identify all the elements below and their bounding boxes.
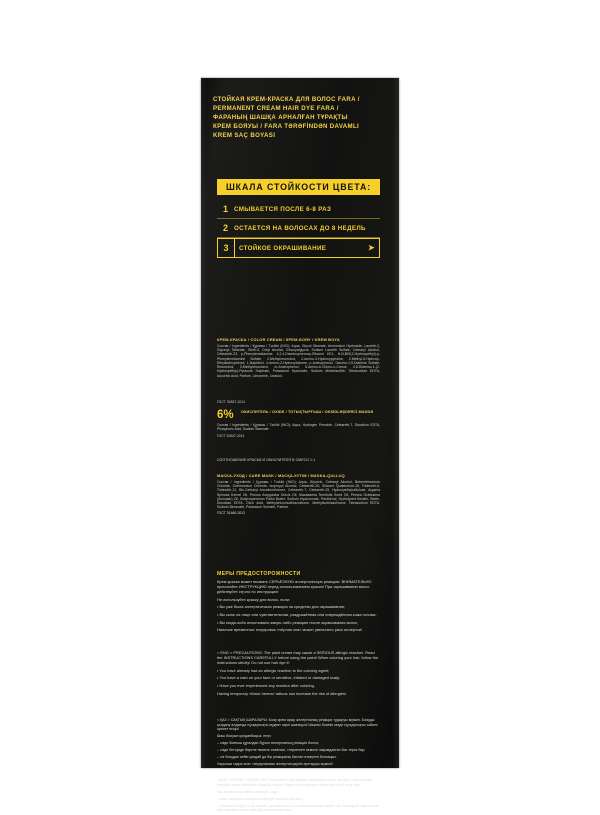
cream-gost: ГОСТ 32837-2014 — [217, 400, 246, 404]
precautions-title: МЕРЫ ПРЕДОСТОРОЖНОСТИ — [217, 571, 301, 577]
precautions-ru-line-4: • Вы сыпь на лице или чувствительная, раздражённая или повреждённая кожа головы; — [217, 611, 377, 617]
title-line-2: PERMANENT CREAM HAIR DYE FARA / — [213, 105, 339, 113]
box-front-panel — [210, 78, 387, 812]
cream-ingredients-block — [217, 338, 380, 378]
precautions-ru-line-2: Не используйте краску для волос, если: — [217, 596, 291, 602]
cream-ingredients-body: Состав / Ingredients / Құрамы / Tərkibi (INCI): Aqua, Glycol Stearate, Ammonium Hydroxide, Laureth-2, Glyceryl Stearate, Oleth-5, Cetyl Alcohol, Ethoxydiglycol, Sodium Laureth Sulfate, Cetearyl Alcohol, Ceteareth-23, p-Phenylenediamine, 4,2,4-Diaminophenoxy-Ethanol HCL, N,N-BIS(2-Hydroxyethyl)-p-Phenylenediamine Sulfate, 2-Methylresorcinol, 2-Amino-3-Hydroxypyridine, 2-Methyl-5-Hydroxy-Ethylaminophenol, 1-Naphthol, 4-Amino-2-Hydroxytoluene, p-Aminophenol, Toluene-2,5-Diamine Sulfate, Resorcinol, 3-Methylresorcinol, m-Aminophenol, 5-Amino-6-Chloro-o-Cresol, 4,5-Diamino-1-(2-Hydroxyethyl)-Pyrazole Sulphate, Potassium Hydroxide, Sodium Metabisulfite, Tetrasodium EDTA, Ascorbic Acid, Parfum, Limonene, Linalool. — [217, 343, 380, 378]
color-scale-heading: ШКАЛА СТОЙКОСТИ ЦВЕТА: — [217, 179, 380, 195]
mask-ingredients-body: Состав / Ingredients / Құрамы / Tərkibi (INCI): Aqua, Glycerin, Cetearyl Alcohol, Behentrimonium Chloride, Cetrimonium Chloride, Isopropyl Alcohol, Ceteareth-20, Silicone Quaternium-18, Trideceth-6, Trideceth-12, Bis-Cetearyl Amodimethicone, Ceteareth-7, Ceteareth-25, Hydroxyethylcellulose, Argania Spinosa Kernel Oil, Prunus Amygdalus Dulcis Oil, Macadamia Ternifolia Seed Oil, Persea Gratissima (Avocado) Oil, Butyrospermum Parkii Butter, Sodium Hyaluronate, Panthenol, Hydrolyzed Keratin, Biotin, Disodium EDTA, Citric Acid, Methylchloroisothiazolinone, Methylisothiazolinone, Tetrasodium EDTA, Sodium Benzoate, Potassium Sorbate, Parfum. — [217, 479, 380, 510]
precautions-ru-line-1: Крем-краска может вызвать СЕРЬЁЗНУЮ аллергическую реакцию. ВНИМАТЕЛЬНО прочитайте ИНСТРУКЦИЮ перед использованием краски! При окрашивании волос действуйте строго по инструкции! — [217, 579, 372, 595]
hair-dye-box — [201, 78, 399, 812]
oxidant-block — [217, 409, 380, 438]
precautions-kz — [217, 718, 380, 769]
oxidant-percent: 6% — [217, 409, 234, 421]
mask-ingredients-heading: МАСКА-УХОД / CARE MASK / МАСҚА-КҮТІМ / MASKA-QULLUQ — [217, 473, 345, 478]
precautions-ru-line-5: • Вы когда-либо испытывали какую-либо реакцию после окрашивания волос; — [217, 619, 359, 625]
scale-row-3-number: 3 — [218, 239, 235, 257]
precautions-az-line-4: – üzünüzdə səpgi və ya həssas, qıcıqlanmış və ya zədələnmiş baş dəriniz var. Müvəqqəti «qara xına» döymələrinin olması allergiya riskini artıra bilər! — [217, 803, 379, 812]
oxidant-gost: ГОСТ 32837-2014 — [217, 433, 245, 438]
precautions-kz-line-4: – сізде бетіңізде бөртпе немесе сезімтал, тітіркенген немесе зақымданған бас терісі бар; — [217, 748, 366, 752]
cream-ingredients-heading: КРЕМ-КРАСКА / COLOR CREAM / КРЕМ-БОЯУ / KREM BOYA — [217, 337, 340, 342]
precautions-ru-line-6: Наличие временных татуировок «чёрная хна» может увеличить риск аллергии! — [217, 627, 363, 633]
chevron-right-icon: ➤ — [367, 242, 375, 253]
scale-row-1-label: СМЫВАЕТСЯ ПОСЛЕ 6-8 РАЗ — [234, 205, 332, 213]
precautions-ru — [217, 579, 380, 635]
precautions-en-line-2: • You have already had an allergic reaction to the coloring agent; — [217, 667, 330, 673]
scale-row-1 — [217, 200, 380, 219]
precautions-en-line-1: < ENG > PRECAUTIONS: The paint cream may cause a SERIOUS allergic reaction. Read the INSTRUCTIONS CAREFULLY before using the paint! When coloring your hair, follow the instructions strictly! Do not use hair dye if: — [217, 650, 379, 666]
color-scale-rows — [217, 200, 380, 258]
title-line-1: СТОЙКАЯ КРЕМ-КРАСКА ДЛЯ ВОЛОС FARA / — [213, 96, 360, 103]
precautions-az-line-2: Saç boyasından istifadə etməyin, əgər: — [217, 789, 279, 794]
precautions-ru-line-3: • Вы уже была аллергическая реакция на средство для окрашивания; — [217, 604, 346, 610]
scale-row-1-number: 1 — [222, 204, 228, 214]
scale-row-2 — [217, 219, 380, 238]
title-line-4: КРЕМ БОЯУЫ / FARA TƏRƏFİNDƏN DAVAMLI — [213, 123, 360, 131]
mix-ratio-note: СООТНОШЕНИЕ КРАСКИ И ОКИСЛИТЕЛЯ В СМЕСИ 1:1 — [217, 458, 316, 462]
precautions-kz-line-6: Уақытша «қара хна» татуировкасы аллергия қаупін арттыруы мүмкін! — [217, 762, 333, 766]
precautions-en-line-5: Having temporary «black henna» tattoos can increase the risk of allergies! — [217, 690, 347, 696]
precautions-kz-line-5: – сіз бояудан кейін қандай да бір реакцияны бастан өткерген болсаңыз. — [217, 755, 337, 759]
oxidant-heading: ОКИСЛИТЕЛЬ / OXIDE / ТОТЫҚТЫРҒЫШ / OKSİDLƏŞDİRİCİ MADDƏ — [241, 410, 374, 414]
product-title — [213, 95, 384, 140]
precautions-en — [217, 650, 380, 698]
title-line-5: KREM SAÇ BOYASI — [213, 132, 276, 140]
mask-gost: ГОСТ 31460-2012 — [217, 511, 246, 515]
precautions-kz-line-1: < ҚАЗ > САҚТЫҚ ШАРАЛАРЫ: Бояу крем ауыр аллергиялық реакция тудыруы мүмкін. Бояуды қолдану алдында нұсқаулықты мұқият оқып шығыңыз! Шашты бояған кезде нұсқаулықты сәйкес әрекет етіңіз! — [217, 718, 378, 731]
precautions-en-line-4: • Have you ever experienced any reaction after coloring. — [217, 682, 315, 688]
precautions-en-line-3: • You have a rash on your face or sensitive, irritated or damaged scalp; — [217, 675, 341, 681]
mask-ingredients-block — [217, 474, 380, 515]
oxidant-body: Состав / Ingredients / Құрамы / Tərkibi (INCI): Aqua, Hydrogen Peroxide, Ceteareth-7, Disodium EDTA, Phosphoric Acid, Sodium Stannate. — [217, 423, 380, 432]
precautions-kz-line-3: – сізде бояғыш құралдан бұрын аллергиялық реакция болса; — [217, 741, 319, 745]
title-line-3: ФАРАНЫҢ ШАШҚА АРНАЛҒАН ТҰРАҚТЫ — [213, 114, 348, 122]
scale-row-3 — [217, 238, 380, 258]
precautions-az-line-3: – artıq rəngləmə maddəsinə allergik reaksiya verdiniz; — [217, 796, 303, 801]
scale-row-2-number: 2 — [222, 223, 228, 233]
precautions-kz-line-2: Шаш бояуын қолданбаңыз, егер: — [217, 734, 272, 738]
precautions-az — [217, 778, 380, 815]
precautions-az-line-1: <AZƏ> EHTİYAT TƏDBİRLƏRİ: boya kremi ciddi allergik reaksiyaya səbəb ola bilər. Boya istifadə etmədən əvvəl təlimatları diqqətlə oxuyun! Saçınızı boyayarkən təlimatlara ciddi əməl edin! — [217, 778, 372, 787]
scale-row-3-label: СТОЙКОЕ ОКРАШИВАНИЕ — [239, 244, 327, 252]
scale-row-2-label: ОСТАЕТСЯ НА ВОЛОСАХ ДО 8 НЕДЕЛЬ — [234, 224, 366, 232]
